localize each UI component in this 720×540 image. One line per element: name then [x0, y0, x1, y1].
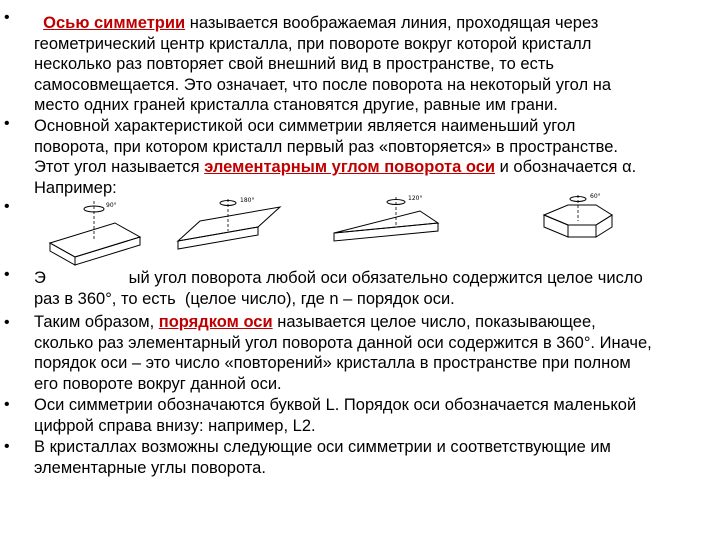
text-line — [34, 157, 714, 178]
text-segment: геометрический центр кристалла, при повороте вокруг которой кристалл — [34, 34, 592, 53]
bullet: • — [4, 115, 10, 132]
angle-label: 180° — [240, 197, 255, 204]
text-line — [34, 416, 714, 437]
square-plate-figure — [30, 193, 150, 271]
text-line — [34, 54, 714, 75]
text-line — [34, 137, 714, 158]
text-line — [34, 395, 714, 416]
text-segment: ый угол поворота любой оси обязательно содержится целое число — [128, 269, 643, 287]
text-line — [34, 75, 714, 96]
text-segment: место одних граней кристалла становятся другие, равные им грани. — [34, 96, 558, 114]
text-segment: его повороте вокруг данной оси. — [34, 374, 282, 393]
paragraph-elementary-angle — [34, 116, 714, 198]
bullet: • — [4, 9, 10, 26]
bullet: • — [4, 198, 10, 215]
rotation-examples — [30, 193, 690, 271]
paragraph-integer-times-360 — [34, 268, 714, 309]
text-segment: сколько раз элементарный угол поворота данной оси содержится в 360°. Иначе, — [34, 333, 652, 352]
highlighted-term: элементарным углом поворота оси — [204, 158, 496, 176]
text-segment: и обозначается α. — [495, 158, 637, 176]
hexagonal-prism-figure — [530, 193, 650, 271]
text-line — [34, 116, 714, 137]
text-line — [34, 289, 714, 310]
text-segment: несколько раз повторяет свой внешний вид в пространстве, то есть — [34, 55, 554, 73]
text-segment: называется целое число, показывающее, — [272, 313, 596, 331]
text-segment: лементарн — [45, 269, 129, 287]
paragraph-axis-order — [34, 312, 714, 394]
text-segment: порядок оси – это число «повторений» кристалла в пространстве при полном — [34, 354, 631, 372]
text-segment — [34, 14, 43, 32]
text-line — [34, 13, 714, 34]
text-segment: Э — [34, 269, 46, 287]
bullet: • — [4, 314, 10, 331]
text-segment: называется воображаемая линия, проходящая через — [185, 14, 599, 32]
text-segment: Этот угол называется — [34, 158, 205, 176]
paragraph-symmetry-axis-definition — [34, 13, 714, 116]
text-segment: элементарные углы поворота. — [34, 458, 266, 477]
highlighted-term: Осью симметрии — [43, 14, 186, 32]
highlighted-term: порядком оси — [158, 313, 273, 331]
text-line — [34, 353, 714, 374]
text-segment: поворота, при котором кристалл первый раз «повторяется» в пространстве. — [34, 137, 618, 156]
angle-label: 120° — [408, 195, 423, 202]
text-line — [34, 458, 714, 479]
text-segment: раз в 360°, то есть (целое число), где n – порядок оси. — [34, 289, 455, 308]
bullet: • — [4, 438, 10, 455]
text-segment: Таким образом, — [34, 313, 159, 331]
text-segment: В кристаллах возможны следующие оси симметрии и соответствующие им — [34, 438, 611, 456]
text-line — [34, 437, 714, 458]
text-line — [34, 34, 714, 55]
text-line — [34, 333, 714, 354]
text-segment: Например: — [34, 178, 117, 197]
paragraph-axis-notation — [34, 395, 714, 436]
angle-label: 90° — [106, 202, 117, 209]
bullet: • — [4, 396, 10, 413]
text-line — [34, 95, 714, 116]
text-line — [34, 268, 714, 289]
rhombic-plate-figure — [170, 193, 310, 271]
text-segment: цифрой справа внизу: например, L2. — [34, 416, 316, 435]
text-segment: Оси симметрии обозначаются буквой L. Порядок оси обозначается маленькой — [34, 396, 637, 414]
text-line — [34, 374, 714, 395]
bullet: • — [4, 266, 10, 283]
text-segment: Основной характеристикой оси симметрии является наименьший угол — [34, 117, 576, 135]
text-line — [34, 312, 714, 333]
paragraph-possible-axes — [34, 437, 714, 478]
angle-label: 60° — [590, 193, 601, 200]
triangular-prism-figure — [320, 193, 450, 271]
text-segment: самосовмещается. Это означает, что после поворота на некоторый угол на — [34, 75, 611, 94]
